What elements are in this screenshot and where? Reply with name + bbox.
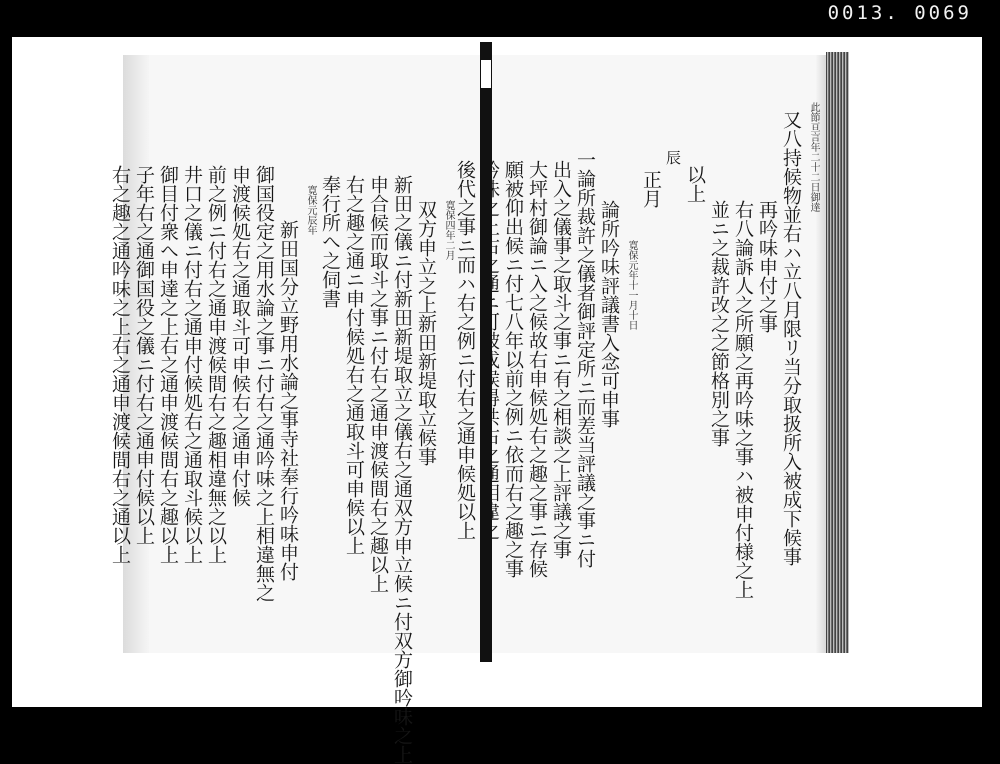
text-column: 大坪村御論ニ入之候故右申候処右之趣之事ニ存候: [526, 160, 548, 578]
text-column: 辰: [664, 150, 682, 165]
text-column: 奉行所へ之伺書: [319, 175, 341, 308]
text-column: 並ニ之裁許改之之節格別之事: [708, 200, 730, 447]
text-column: 右之趣之通ニ申付候処右之通取斗可申候以上: [343, 175, 365, 555]
text-column: 再吟味申付之事: [756, 200, 778, 333]
text-column: 右之趣之通吟味之上右之通申渡候間右之通以上: [109, 165, 131, 564]
gutter-marker: [481, 60, 491, 88]
text-column: 双方申立之上新田新堤取立候事: [415, 200, 437, 466]
book-gutter: [480, 42, 492, 662]
text-column: 出入之儀事之取斗之事ニ有之相談之上評議之事: [550, 160, 572, 559]
text-column: 又八持候物並右ハ立八月限リ当分取扱所入被成下候事: [780, 110, 802, 566]
text-column: 以上: [684, 165, 706, 203]
text-column: 後代之事ニ而ハ右之例ニ付右之通申候処以上: [454, 160, 476, 540]
text-column: 願被仰出候ニ付七八年以前之例ニ依而右之趣之事: [502, 160, 524, 578]
text-column: 一論所裁許之儀者御評定所ニ而差当評議之事ニ付: [574, 150, 596, 568]
left-page-columns: [105, 55, 483, 764]
right-page-columns: [450, 55, 826, 653]
text-column: 寛保元辰年: [305, 185, 316, 235]
text-column: 御目付衆へ申達之上右之通申渡候間右之趣以上: [157, 165, 179, 564]
text-column: 論所吟味評議書入念可申事: [598, 200, 620, 428]
text-column: 御国役定之用水論之事ニ付右之通吟味之上相違無之: [253, 165, 275, 602]
text-column: 申合候而取斗之事ニ付右之通申渡候間右之趣以上: [367, 175, 389, 593]
frame-number: 0013. 0069: [827, 2, 972, 24]
text-column: 子年右之通御国役之儀ニ付右之通申付候以上: [133, 165, 155, 545]
text-column: 寛保元年十一月十日: [626, 240, 637, 330]
text-column: 右八論訴人之所願之再吟味之事ハ被申付様之上: [732, 200, 754, 599]
text-column: 新田之儀ニ付新田新堤取立之儀右之通双方申立候ニ付双方御吟味之上: [391, 175, 413, 764]
right-page: [454, 55, 826, 653]
text-column: 井口之儀ニ付右之通申付候処右之通取斗候以上: [181, 165, 203, 564]
book-page-edge: [826, 52, 849, 653]
text-column: 前之例ニ付右之通申渡候間右之趣相違無之以上: [205, 165, 227, 564]
text-column: 申渡候処右之通取斗可申候右之通申付候: [229, 165, 251, 507]
text-column: 寛保四年二月: [443, 200, 454, 260]
text-column: 正月: [640, 170, 662, 208]
text-column: 新田国分立野用水論之事寺社奉行吟味申付: [277, 220, 299, 581]
left-page: [109, 55, 483, 764]
text-column: 此節亘言年二十二日御達: [808, 102, 819, 212]
